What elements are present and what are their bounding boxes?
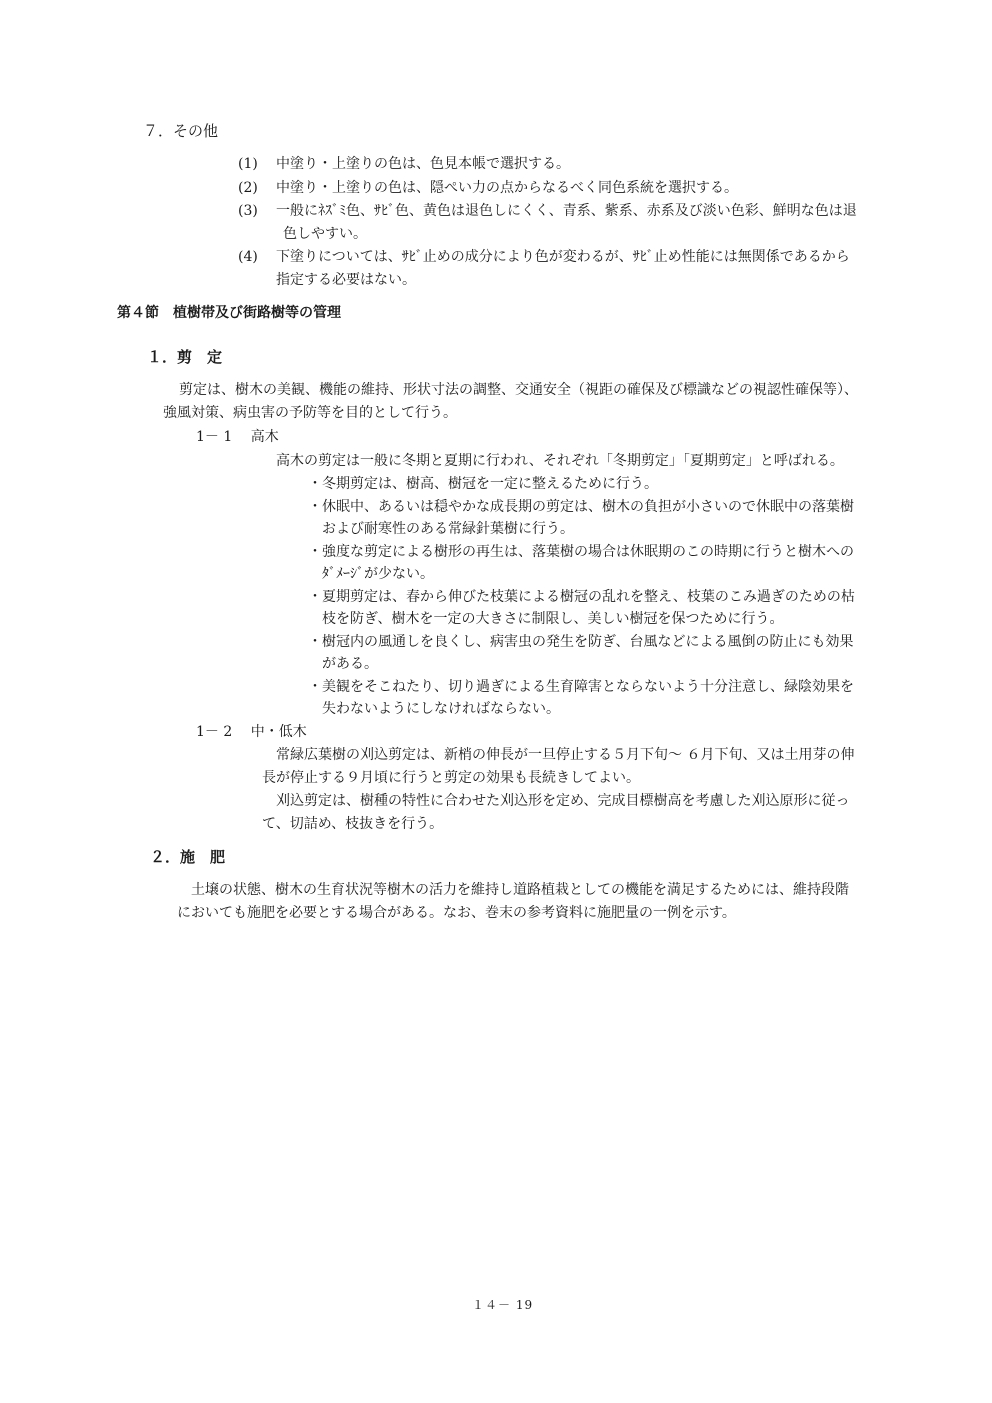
section-heading-other: ７．その他 <box>143 122 219 140</box>
bullet-line: ・休眠中、あるいは穏やかな成長期の剪定は、樹木の負担が小さいので休眠中の落葉樹 <box>308 499 854 515</box>
bullet-line: ・冬期剪定は、樹高、樹冠を一定に整えるために行う。 <box>308 476 658 492</box>
bullet-line: ﾀﾞﾒｰｼﾞが少ない。 <box>308 566 434 582</box>
page-number: １４－ 19 <box>472 1298 534 1312</box>
item-text: 下塗りについては、ｻﾋﾞ止めの成分により色が変わるが、ｻﾋﾞ止め性能には無関係であるから <box>276 249 850 265</box>
paragraph-line: 常緑広葉樹の刈込剪定は、新梢の伸長が一旦停止する５月下旬～ ６月下旬、又は土用芽の伸 <box>262 747 855 763</box>
bullet-line: 失わないようにしなければならない。 <box>308 701 560 717</box>
section-heading-pruning: １．剪 定 <box>147 348 223 366</box>
subsection-heading-tall-trees: 1－ 1 高木 <box>196 429 279 445</box>
bullet-line: ・樹冠内の風通しを良くし、病害虫の発生を防ぎ、台風などによる風倒の防止にも効果 <box>308 634 854 650</box>
item-number: (4) <box>238 249 258 265</box>
item-number: (2) <box>238 180 258 196</box>
item-text: 指定する必要はない。 <box>276 272 416 288</box>
chapter-title: 第４節 植樹帯及び街路樹等の管理 <box>117 305 341 321</box>
bullet-line: ・美観をそこねたり、切り過ぎによる生育障害とならないよう十分注意し、緑陰効果を <box>308 679 854 695</box>
item-text: 中塗り・上塗りの色は、隠ぺい力の点からなるべく同色系統を選択する。 <box>276 180 738 196</box>
item-number: (1) <box>238 156 258 172</box>
bullet-line: がある。 <box>308 656 378 672</box>
paragraph-line: 強風対策、病虫害の予防等を目的として行う。 <box>163 405 457 421</box>
bullet-line: 枝を防ぎ、樹木を一定の大きさに制限し、美しい樹冠を保つために行う。 <box>308 611 784 627</box>
bullet-line: および耐寒性のある常緑針葉樹に行う。 <box>308 521 574 537</box>
item-text: 一般にﾈｽﾞﾐ色、ｻﾋﾞ色、黄色は退色しにくく、青系、紫系、赤系及び淡い色彩、鮮明な色は退 <box>276 203 857 219</box>
section-heading-fertilizer: ２．施 肥 <box>150 848 226 866</box>
item-text: 中塗り・上塗りの色は、色見本帳で選択する。 <box>276 156 570 172</box>
paragraph-line: て、切詰め、枝抜きを行う。 <box>262 816 444 832</box>
item-text: 色しやすい。 <box>283 226 367 242</box>
bullet-line: ・夏期剪定は、春から伸びた枝葉による樹冠の乱れを整え、枝葉のこみ過ぎのための枯 <box>308 589 855 605</box>
paragraph-line: においても施肥を必要とする場合がある。なお、巻末の参考資料に施肥量の一例を示す。 <box>177 905 736 921</box>
paragraph-line: 土壌の状態、樹木の生育状況等樹木の活力を維持し道路植栽としての機能を満足するためには、維持段階 <box>191 882 849 898</box>
paragraph-line: 高木の剪定は一般に冬期と夏期に行われ、それぞれ「冬期剪定」「夏期剪定」と呼ばれる。 <box>276 453 844 469</box>
item-number: (3) <box>238 203 258 219</box>
paragraph-line: 長が停止する９月頃に行うと剪定の効果も長続きしてよい。 <box>262 770 640 786</box>
paragraph-line: 刈込剪定は、樹種の特性に合わせた刈込形を定め、完成目標樹高を考慮した刈込原形に従っ <box>262 793 850 809</box>
bullet-line: ・強度な剪定による樹形の再生は、落葉樹の場合は休眠期のこの時期に行うと樹木への <box>308 544 854 560</box>
subsection-heading-shrubs: 1－ 2 中・低木 <box>196 724 307 740</box>
paragraph-line: 剪定は、樹木の美観、機能の維持、形状寸法の調整、交通安全（視距の確保及び標識などの視認性確保等）、 <box>179 382 858 398</box>
